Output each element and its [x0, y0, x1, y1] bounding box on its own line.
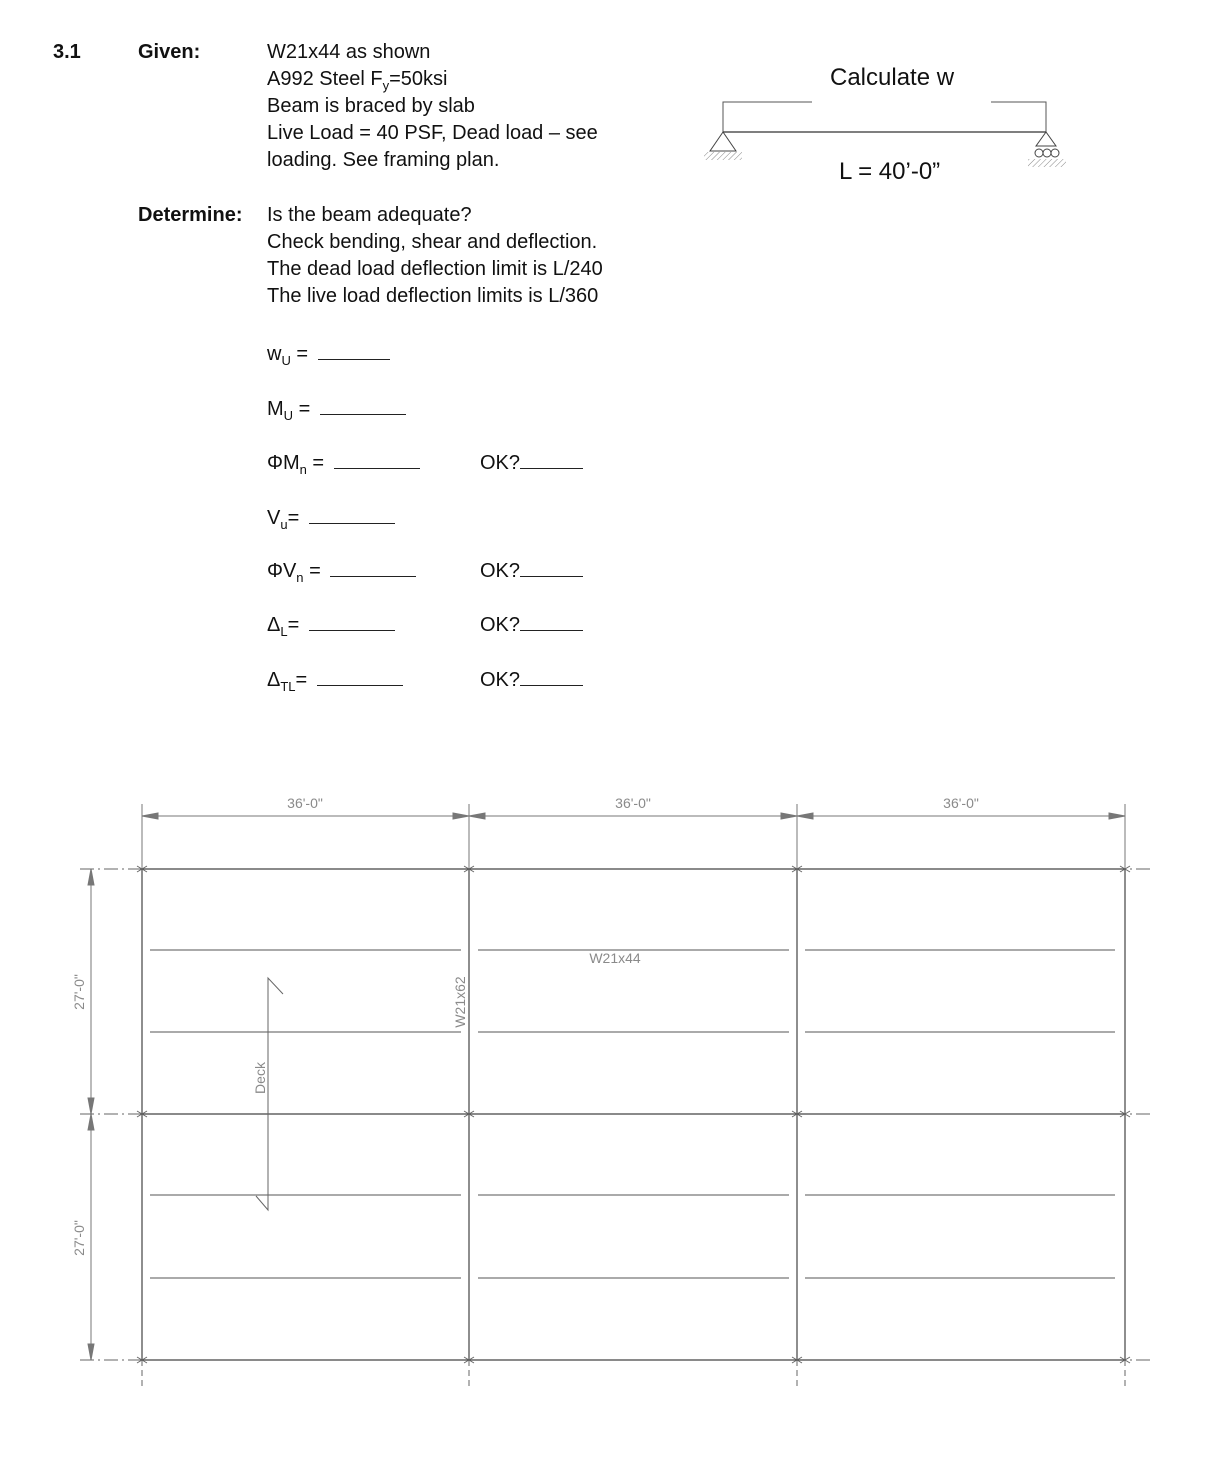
fy-subscript: y: [382, 78, 390, 93]
ok-delta-tl: OK?: [480, 666, 583, 692]
given-line-4: Live Load = 40 PSF, Dead load – see: [267, 122, 598, 144]
field-wu: $w_U$ =: [267, 340, 390, 368]
dim-label-bay-3: 36'-0": [943, 795, 979, 811]
ok-phi-vn: OK?: [480, 557, 583, 583]
determine-line-2: Check bending, shear and deflection.: [267, 231, 598, 253]
given-line-5: loading. See framing plan.: [267, 149, 500, 171]
ok-phi-mn: OK?: [480, 449, 583, 475]
field-phi-mn: $\Phi M_n$ =: [267, 449, 420, 477]
problem-number: 3.1: [53, 41, 81, 63]
deck-label: Deck: [252, 1062, 268, 1094]
given-line-3: Beam is braced by slab: [267, 95, 475, 117]
field-phi-vn: $\Phi V_n$ =: [267, 557, 416, 585]
beam-diagram-title: Calculate w: [830, 64, 955, 91]
given-line-1: W21x44 as shown: [267, 41, 431, 63]
dim-label-bay-2: 36'-0": [615, 795, 651, 811]
dim-label-bay-1: 36'-0": [287, 795, 323, 811]
beam-span-label: L = 40’-0”: [839, 158, 941, 185]
determine-line-4: The live load deflection limits is L/360: [267, 285, 599, 307]
field-delta-tl: $\Delta_{TL}=$: [267, 666, 403, 694]
girder-label: W21x62: [452, 976, 468, 1028]
field-delta-l: $\Delta_L=$: [267, 611, 395, 639]
field-mu: $M_U$ =: [267, 395, 406, 423]
dim-label-depth-1: 27'-0": [71, 974, 87, 1010]
beam-label: W21x44: [589, 950, 641, 966]
dim-label-depth-2: 27'-0": [71, 1220, 87, 1256]
determine-line-1: Is the beam adequate?: [267, 204, 472, 226]
given-line-2: A992 Steel $F_y=50ksi$: [267, 68, 448, 93]
field-vu: $V_u=$: [267, 504, 395, 532]
determine-label: Determine:: [138, 204, 243, 226]
determine-line-3: The dead load deflection limit is L/240: [267, 258, 603, 280]
given-label: Given:: [138, 41, 201, 63]
ok-delta-l: OK?: [480, 611, 583, 637]
